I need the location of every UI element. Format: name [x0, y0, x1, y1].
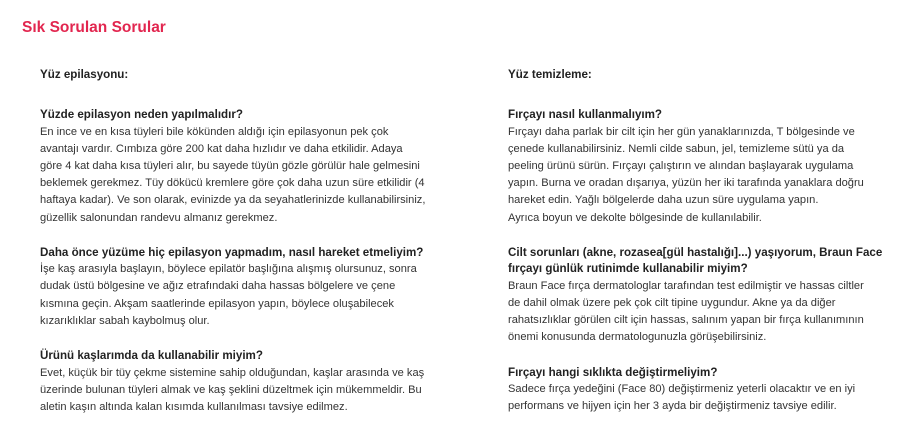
answer-line: çenede kullanabilirsiniz. Nemli cilde sabun, jel, temizleme sütü ya da — [508, 142, 845, 155]
faq-answer — [508, 381, 921, 415]
answer-line: Fırçayı daha parlak bir cilt için her gün yanaklarınızda, T bölgesinde ve — [508, 125, 855, 138]
faq-item — [508, 107, 921, 227]
answer-line: rahatsızlıklar görülen cilt için hassas, salınım yapan bir fırça kullanımının — [508, 314, 864, 327]
faq-answer — [40, 365, 460, 417]
faq-answer — [508, 124, 921, 227]
answer-line: Evet, küçük bir tüy çekme sistemine sahip olduğundan, kaşlar arasında ve kaş — [40, 366, 425, 379]
answer-line: dudak üstü bölgesine ve ağız etrafındaki daha hassas bölgelere ve çene — [40, 280, 396, 293]
answer-line: üzerinde bulunan tüyleri almak ve kaş şeklini düzeltmek için mükemmeldir. Bu — [40, 383, 422, 396]
answer-line: performans ve hijyen için her 3 ayda bir değiştirmeniz tavsiye edilir. — [508, 400, 837, 413]
faq-question: Fırçayı hangi sıklıkta değiştirmeliyim? — [508, 365, 718, 379]
answer-line: hareket edin. Yağlı bölgelerde daha uzun süre uygulama yapın. — [508, 194, 819, 207]
faq-answer — [40, 124, 460, 227]
faq-question: Fırçayı nasıl kullanmalıyım? — [508, 108, 663, 121]
faq-question: Daha önce yüzüme hiç epilasyon yapmadım, nasıl hareket etmeliyim? — [40, 245, 424, 259]
section-heading-facial-cleansing: Yüz temizleme: — [508, 68, 592, 81]
faq-question: Yüzde epilasyon neden yapılmalıdır? — [40, 108, 243, 121]
facial-cleansing-column — [508, 66, 921, 433]
faq-question: Ürünü kaşlarımda da kullanabilir miyim? — [40, 349, 263, 363]
answer-line: güzellik salonundan randevu almanız gerekmez. — [40, 211, 278, 224]
faq-item — [508, 245, 921, 347]
page-title: Sık Sorulan Sorular — [22, 19, 166, 36]
faq-question: fırçayı günlük rutinimde kullanabilir miyim? — [508, 262, 748, 276]
answer-line: beklemek gerekmez. Tüy dökücü kremlere göre çok daha uzun süre etkilidir (4 — [40, 177, 425, 190]
answer-line: kızarıklıklar sabah kaybolmuş olur. — [40, 314, 210, 327]
faq-answer — [508, 278, 921, 347]
answer-line: kısmına geçin. Akşam saatlerinde epilasyon yapın, böylece oluşabilecek — [40, 297, 394, 310]
answer-line: Sadece fırça yedeğini (Face 80) değiştirmeniz yeterli olacaktır ve en iyi — [508, 383, 856, 396]
faq-answer — [40, 261, 460, 330]
answer-line: En ince ve en kısa tüyleri bile kökünden aldığı için epilasyonun pek çok — [40, 125, 389, 138]
faq-item — [508, 365, 921, 416]
faq-item — [40, 348, 460, 416]
answer-line: Braun Face fırça dermatologlar tarafından test edilmiştir ve hassas ciltler — [508, 279, 864, 292]
answer-line: yapın. Burna ve oradan dışarıya, yüzün her iki tarafında yanaklara doğru — [508, 177, 864, 190]
answer-line: peeling ürünü sürün. Fırçayı çalıştırın ve alından başlayarak uygulama — [508, 159, 854, 172]
section-heading-facial-epilation: Yüz epilasyonu: — [40, 68, 129, 81]
faq-item — [40, 107, 460, 227]
answer-line: Ayrıca boyun ve dekolte bölgesinde de kullanılabilir. — [508, 211, 762, 224]
answer-line: İşe kaş arasıyla başlayın, böylece epilatör başlığına alışmış olursunuz, sonra — [40, 263, 417, 276]
facial-epilation-column — [40, 66, 460, 434]
answer-line: göre 4 kat daha kısa tüyleri alır, bu sayede tüyün gözle görülür hale gelmesini — [40, 159, 420, 172]
answer-line: haftaya kadar). Ve son olarak, evinizde ya da seyahatlerinizde kullanabilirsiniz, — [40, 194, 426, 207]
answer-line: aletin kaşın altında kalan kısımda kullanılması tavsiye edilmez. — [40, 400, 348, 413]
answer-line: avantajı vardır. Cımbıza göre 200 kat daha hızlıdır ve daha etkilidir. Adaya — [40, 142, 403, 155]
faq-question: Cilt sorunları (akne, rozasea[gül hastalığı]...) yaşıyorum, Braun Face — [508, 245, 883, 259]
answer-line: önemi konusunda dermatologunuzla görüşebilirsiniz. — [508, 331, 767, 344]
answer-line: de dahil olmak üzere pek çok cilt tipine uygundur. Akne ya da diğer — [508, 296, 836, 309]
faq-item — [40, 245, 460, 330]
